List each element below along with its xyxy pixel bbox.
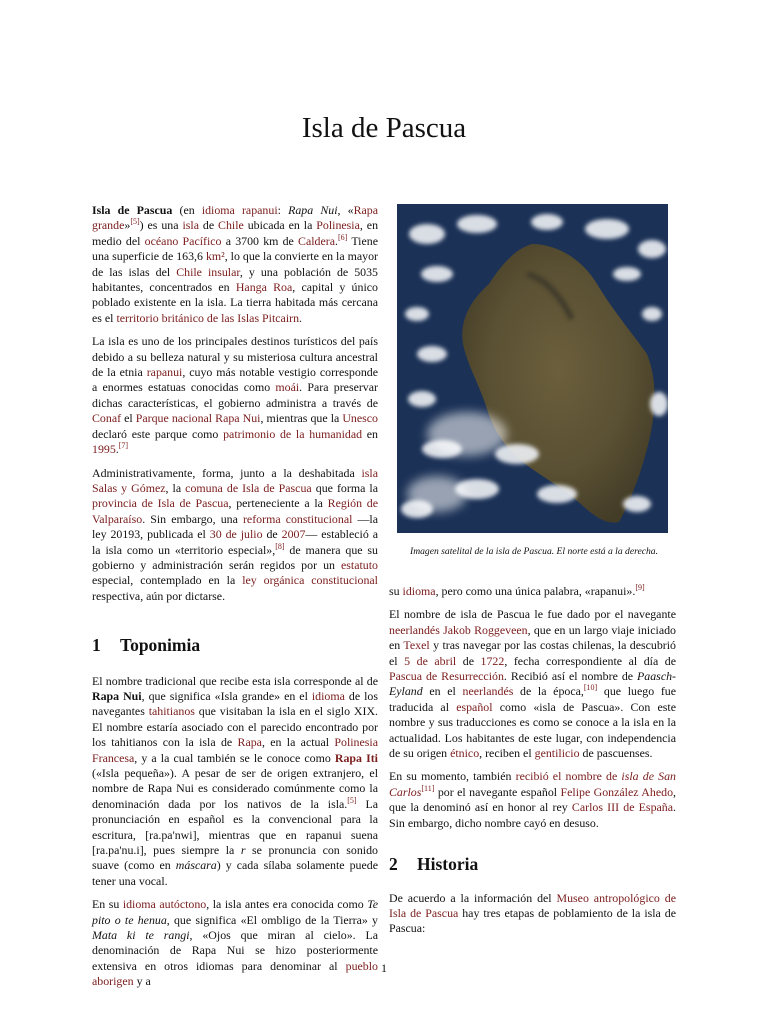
wiki-link[interactable]: neerlandés xyxy=(462,684,514,699)
wiki-link[interactable]: Pascua de Resurrección xyxy=(389,669,504,684)
citation-link[interactable]: [5] xyxy=(130,217,140,227)
wiki-link[interactable]: español xyxy=(456,699,493,714)
toponimia-paragraph-1: El nombre tradicional que recibe esta isla corresponde al de Rapa Nui, que significa «Isla grande» en el idioma de los navegantes tahitianos que visitaban la isla en el siglo XIX. El nombre estaría asociado con el parecido encontrado por los tahitianos con la isla de Rapa, en la actual Polinesia Francesa, y a la cual también se le conoce como Rapa Iti («Isla pequeña»). A pesar de ser de origen extranjero, el nombre de Rapa Nui es considerado comúnmente como la denominación dada por los nativos de la isla.[5] La pronunciación en español es la convencional para la escritura, [ra.pa'nwi], mientras que en rapanui suena [ra.pa'nu.i], pues siempre la r se pronuncia con sonido suave (como en máscara) y cada sílaba solamente puede tener una vocal. xyxy=(92,673,379,888)
wiki-link[interactable]: 1995 xyxy=(92,442,116,457)
bold-term: Rapa Nui xyxy=(92,688,142,703)
wiki-link[interactable]: reforma constitucional xyxy=(242,511,353,526)
satellite-image-graphic xyxy=(397,204,668,533)
wiki-link[interactable]: Caldera xyxy=(298,233,336,248)
wiki-link[interactable]: provincia de Isla de Pascua xyxy=(92,496,229,511)
citation-link[interactable]: [8] xyxy=(275,541,285,551)
satellite-image xyxy=(397,204,668,533)
wiki-link[interactable]: Felipe González Ahedo xyxy=(560,784,674,799)
toponimia-paragraph-4: El nombre de isla de Pascua le fue dado por el navegante neerlandés Jakob Roggeveen, que en un largo viaje iniciado en Texel y tras navegar por las costas chilenas, la descubrió el 5 de abril de 1722, fecha correspondiente al día de Pascua de Resurrección. Recibió así el nombre de Paasch-Eyland en el neerlandés de la época,[10] que luego fue traducida al español como «isla de Pascua». Con este nombre y sus traducciones es como se conoce a la isla en la actualidad. Los habitantes de este lugar, con independencia de su origen étnico, reciben el gentilicio de pascuenses. xyxy=(389,607,677,761)
wiki-link[interactable]: tahitianos xyxy=(148,704,195,719)
citation-link[interactable]: [7] xyxy=(118,441,129,451)
wiki-link[interactable]: Unesco xyxy=(342,411,379,426)
wiki-link[interactable]: idioma xyxy=(402,584,436,598)
left-column xyxy=(92,203,378,998)
wiki-link[interactable]: Hanga Roa xyxy=(235,280,293,295)
wiki-link[interactable]: neerlandés xyxy=(389,622,440,637)
wiki-link[interactable]: 2007 xyxy=(281,527,306,542)
wiki-link[interactable]: estatuto xyxy=(341,557,378,572)
wiki-link[interactable]: Parque nacional Rapa Nui xyxy=(135,411,261,426)
wiki-link[interactable]: isla de San Carlos xyxy=(389,769,676,799)
italic-term: Mata ki te rangi xyxy=(92,928,190,943)
tourism-paragraph: La isla es uno de los principales destinos turísticos del país debido a su belleza natural y su misteriosa cultura ancestral de la etnia rapanui, cuyo más notable vestigio corresponde a enormes estatuas conocidas como moái. Para preservar dichas características, el gobierno administra a través de Conaf el Parque nacional Rapa Nui, mientras que la Unesco declaró este parque como patrimonio de la humanidad en 1995.[7] xyxy=(92,334,379,457)
citation-link[interactable]: [10] xyxy=(583,683,598,693)
wiki-link[interactable]: gentilicio xyxy=(534,746,580,761)
citation-link[interactable]: [6] xyxy=(338,232,348,242)
wiki-link[interactable]: Región de Valparaíso xyxy=(92,496,378,526)
article-title: Isla de Pascua xyxy=(301,112,467,144)
wiki-link[interactable]: Museo antropológico de Isla de Pascua xyxy=(389,890,676,920)
wiki-link[interactable]: km² xyxy=(205,249,225,264)
toponimia-paragraph-5: En su momento, también recibió el nombre de isla de San Carlos[11] por el navegante español Felipe González Ahedo, que la denominó así en honor al rey Carlos III de España. Sin embargo, dicho nombre cayó en desuso. xyxy=(389,769,676,830)
wiki-link[interactable]: 1722 xyxy=(480,653,505,668)
wiki-link[interactable]: Rapa grande xyxy=(92,203,379,233)
section-heading-toponimia xyxy=(92,635,378,656)
wiki-link[interactable]: isla xyxy=(182,218,199,233)
right-column xyxy=(389,584,676,945)
wiki-link[interactable]: rapanui xyxy=(146,365,183,380)
section-number: 2 xyxy=(389,854,398,875)
wiki-link[interactable]: comuna de Isla de Pascua xyxy=(185,480,312,495)
administration-paragraph: Administrativamente, forma, junto a la deshabitada isla Salas y Gómez, la comuna de Isla de Pascua que forma la provincia de Isla de Pascua, perteneciente a la Región de Valparaíso. Sin embargo, una reforma constitucional —la ley 20193, publicada el 30 de julio de 2007— estableció a la isla como un «territorio especial»,[8] de manera que su gobierno y administración serán regidos por un estatuto especial, contemplado en la ley orgánica constitucional respectiva, aún por dictarse. xyxy=(92,465,379,603)
wiki-link[interactable]: Carlos III de España xyxy=(571,800,674,815)
wiki-link[interactable]: Rapa xyxy=(237,735,262,750)
citation-link[interactable]: [9] xyxy=(635,583,645,593)
citation-link[interactable]: [5] xyxy=(347,795,357,805)
wiki-link[interactable]: moái xyxy=(275,380,300,395)
toponimia-paragraph-2: En su idioma autóctono, la isla antes era conocida como Te pito o te henua, que significa «El ombligo de la Tierra» y Mata ki te rangi, «Ojos que miran al cielo». La denominación de Rapa Nui se hizo posteriormente extensiva en otros idiomas para denominar al pueblo aborigen y a xyxy=(92,897,379,989)
italic-term: Te pito o te henua xyxy=(92,897,379,927)
wiki-link[interactable]: isla Salas y Gómez xyxy=(92,465,378,495)
wiki-link[interactable]: idioma xyxy=(311,688,345,703)
wiki-link[interactable]: Chile insular xyxy=(176,264,240,279)
wiki-link[interactable]: pueblo aborigen xyxy=(92,958,378,989)
section-title: Historia xyxy=(417,854,479,875)
wiki-link[interactable]: Texel xyxy=(403,638,430,653)
italic-term: r xyxy=(240,843,246,858)
italic-term: máscara xyxy=(175,858,217,873)
section-heading-historia xyxy=(389,854,676,875)
page-number: 1 xyxy=(381,961,387,975)
bold-term: Isla de Pascua xyxy=(92,203,173,217)
wiki-link[interactable]: 5 de abril xyxy=(404,653,457,668)
historia-paragraph-1: De acuerdo a la información del Museo antropológico de Isla de Pascua hay tres etapas de poblamiento de la isla de Pascua: xyxy=(389,890,676,936)
wiki-link[interactable]: recibió el nombre de xyxy=(515,769,622,784)
wiki-link[interactable]: idioma rapanui xyxy=(201,203,278,217)
wiki-link[interactable]: océano Pacífico xyxy=(144,233,222,248)
wiki-link[interactable]: Jakob Roggeveen xyxy=(443,622,528,637)
intro-paragraph: Isla de Pascua (en idioma rapanui: Rapa Nui, «Rapa grande»[5]) es una isla de Chile ubicada en la Polinesia, en medio del océano Pacífico a 3700 km de Caldera.[6] Tiene una superficie de 163,6 km², lo que la convierte en la mayor de las islas del Chile insular, y una población de 5035 habitantes, concentrados en Hanga Roa, capital y único poblado existente en la isla. La tierra habitada más cercana es el territorio británico de las Islas Pitcairn. xyxy=(92,203,379,325)
wiki-link[interactable]: patrimonio de la humanidad xyxy=(223,426,363,441)
wiki-link[interactable]: Conaf xyxy=(92,411,122,426)
wiki-link[interactable]: Polinesia Francesa xyxy=(92,735,378,765)
wiki-link[interactable]: étnico xyxy=(450,746,480,761)
wiki-link[interactable]: idioma autóctono xyxy=(122,897,207,912)
figure-caption: Imagen satelital de la isla de Pascua. El norte está a la derecha. xyxy=(410,546,658,557)
wiki-link[interactable]: 30 de julio xyxy=(209,527,263,542)
italic-term: Paasch-Eyland xyxy=(389,669,676,699)
toponimia-paragraph-3: su idioma, pero como una única palabra, «rapanui».[9] xyxy=(389,583,645,598)
wiki-link[interactable]: territorio británico de las Islas Pitcairn xyxy=(116,310,300,325)
citation-link[interactable]: [11] xyxy=(421,783,435,793)
section-title: Toponimia xyxy=(120,635,201,656)
wiki-link[interactable]: Chile xyxy=(218,218,244,233)
section-number: 1 xyxy=(92,635,101,656)
wiki-link[interactable]: Rapa Iti xyxy=(334,750,378,765)
italic-term: Rapa Nui xyxy=(288,203,338,217)
wiki-link[interactable]: Polinesia xyxy=(316,218,360,233)
wiki-link[interactable]: ley orgánica constitucional xyxy=(242,573,378,588)
